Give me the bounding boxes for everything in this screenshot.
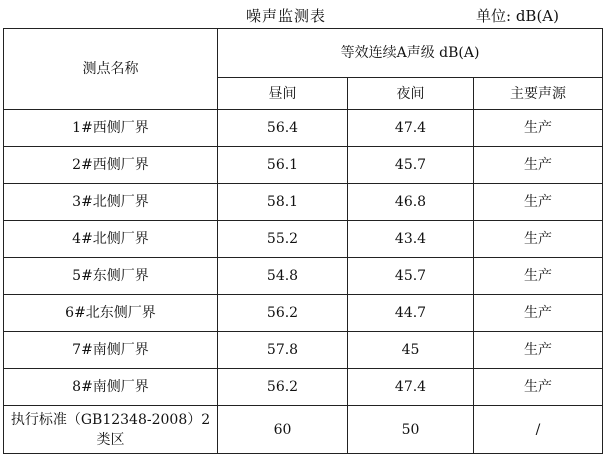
- header-point-name: 测点名称: [4, 29, 218, 110]
- standard-label-cell: [4, 406, 218, 454]
- cell-source: 生产: [474, 147, 603, 184]
- table-row: [4, 184, 603, 221]
- cell-night: 47.4: [348, 369, 474, 406]
- cell-night: 45.7: [348, 147, 474, 184]
- cell-day: 56.4: [218, 110, 348, 147]
- cell-day: 56.2: [218, 369, 348, 406]
- cell-source: 生产: [474, 258, 603, 295]
- standard-day: 60: [218, 406, 348, 454]
- standard-label: 执行标准（GB12348-2008）2类区: [10, 411, 211, 448]
- cell-night: 46.8: [348, 184, 474, 221]
- header-day: 昼间: [218, 78, 348, 110]
- cell-source: 生产: [474, 184, 603, 221]
- standard-source: /: [474, 406, 603, 454]
- cell-night: 47.4: [348, 110, 474, 147]
- cell-day: 58.1: [218, 184, 348, 221]
- table-row: [4, 295, 603, 332]
- cell-point: 4#北侧厂界: [4, 221, 218, 258]
- cell-source: 生产: [474, 369, 603, 406]
- cell-night: 43.4: [348, 221, 474, 258]
- table-row: [4, 110, 603, 147]
- noise-monitoring-table: [3, 28, 603, 454]
- cell-source: 生产: [474, 332, 603, 369]
- table-row: [4, 258, 603, 295]
- header-sound-level-group: 等效连续A声级 dB(A): [218, 29, 603, 78]
- header-row-1: [4, 29, 603, 78]
- table-row: [4, 332, 603, 369]
- table-row: [4, 147, 603, 184]
- header-main-source: 主要声源: [474, 78, 603, 110]
- cell-point: 5#东侧厂界: [4, 258, 218, 295]
- table-title: 噪声监测表: [246, 7, 327, 25]
- cell-source: 生产: [474, 110, 603, 147]
- cell-point: 6#北东侧厂界: [4, 295, 218, 332]
- unit-label: 单位: dB(A): [476, 7, 559, 25]
- cell-point: 7#南侧厂界: [4, 332, 218, 369]
- cell-day: 55.2: [218, 221, 348, 258]
- cell-night: 45.7: [348, 258, 474, 295]
- cell-source: 生产: [474, 295, 603, 332]
- table-row: [4, 221, 603, 258]
- cell-point: 2#西侧厂界: [4, 147, 218, 184]
- cell-night: 44.7: [348, 295, 474, 332]
- header-night: 夜间: [348, 78, 474, 110]
- cell-source: 生产: [474, 221, 603, 258]
- cell-day: 57.8: [218, 332, 348, 369]
- cell-day: 54.8: [218, 258, 348, 295]
- cell-night: 45: [348, 332, 474, 369]
- table-caption: [0, 0, 604, 28]
- cell-point: 1#西侧厂界: [4, 110, 218, 147]
- table-row: [4, 369, 603, 406]
- cell-day: 56.2: [218, 295, 348, 332]
- cell-point: 8#南侧厂界: [4, 369, 218, 406]
- standard-night: 50: [348, 406, 474, 454]
- cell-point: 3#北侧厂界: [4, 184, 218, 221]
- cell-day: 56.1: [218, 147, 348, 184]
- standard-row: [4, 406, 603, 454]
